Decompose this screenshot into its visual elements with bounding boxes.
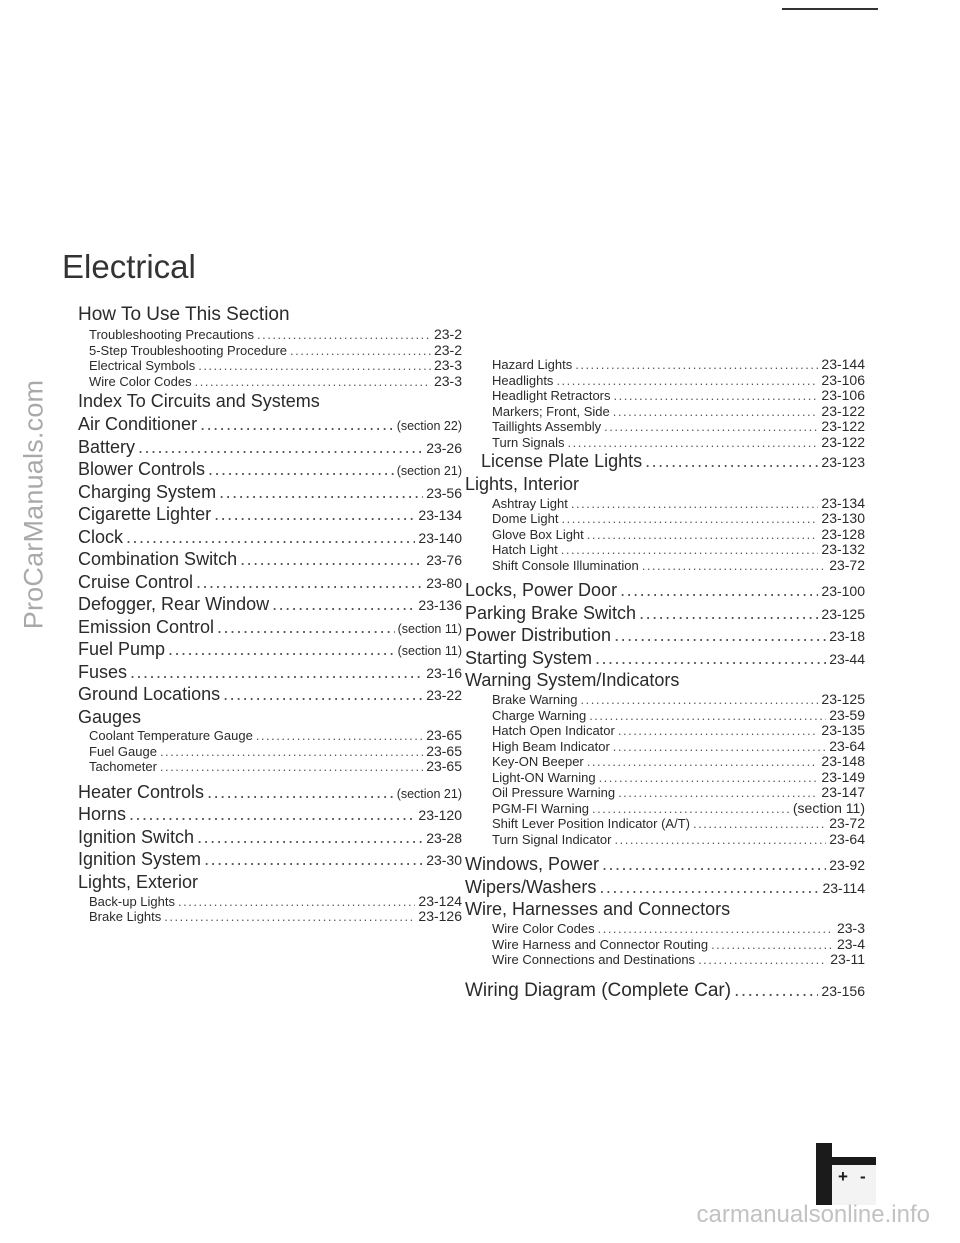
toc-entry[interactable] [465, 435, 865, 451]
toc-entry[interactable] [62, 358, 462, 374]
toc-entry[interactable] [62, 548, 462, 571]
toc-entry-label: Markers; Front, Side [492, 403, 610, 419]
toc-list-wire [465, 921, 865, 968]
toc-entry-page: 23-122 [821, 418, 865, 434]
toc-entry-label: Shift Console Illumination [492, 557, 639, 573]
toc-list-lights-exterior [62, 894, 462, 925]
toc-entry-label: Ground Locations [78, 684, 221, 704]
toc-leader-dots [126, 526, 415, 549]
toc-entry-label: Clock [78, 526, 124, 547]
toc-entry-page: 23-4 [836, 935, 865, 952]
toc-leader-dots [693, 816, 826, 832]
toc-entry-page: 23-80 [426, 574, 462, 591]
toc-entry[interactable] [62, 593, 462, 616]
toc-entry-label: Blower Controls [78, 459, 206, 479]
toc-leader-dots [164, 909, 415, 925]
toc-entry[interactable] [62, 526, 462, 549]
toc-entry-label: Electrical Symbols [89, 358, 196, 373]
toc-entry-label: Wire Connections and Destinations [492, 952, 696, 967]
toc-entry[interactable]: Wiring Diagram (Complete Car) ..... 23-156 [465, 977, 865, 1005]
toc-entry-label: Hatch Light [492, 542, 558, 557]
toc-entry[interactable] [465, 921, 865, 937]
toc-entry-label: Fuel Gauge [89, 743, 157, 759]
toc-list-main [465, 579, 865, 669]
toc-leader-dots [614, 624, 826, 647]
toc-entry[interactable]: License Plate Lights ..... 23-123 [465, 450, 865, 473]
toc-list-lights-interior [465, 496, 865, 574]
toc-entry[interactable] [62, 374, 462, 390]
toc-entry[interactable] [62, 638, 462, 661]
toc-entry-page: 23-125 [821, 691, 865, 707]
toc-leader-dots [614, 832, 826, 848]
toc-entry-label: Battery [78, 436, 136, 457]
toc-heading-lights-exterior: Lights, Exterior [78, 871, 199, 892]
toc-leader-dots [178, 894, 415, 910]
toc-entry-page: 23-3 [836, 920, 865, 936]
toc-entry[interactable] [62, 327, 462, 343]
toc-entry-label: Power Distribution [465, 625, 612, 645]
toc-list-gauges [62, 728, 462, 775]
toc-leader-dots [200, 413, 394, 436]
toc-leader-dots [592, 801, 790, 817]
toc-heading-gauges: Gauges [78, 706, 142, 727]
toc-entry-page: (section 11) [397, 621, 462, 636]
toc-entry-page: 23-65 [426, 742, 462, 759]
toc-entry[interactable] [62, 503, 462, 526]
toc-leader-dots [219, 481, 423, 504]
toc-entry-page: 23-2 [433, 326, 462, 342]
toc-entry[interactable] [465, 937, 865, 953]
toc-entry[interactable] [62, 826, 462, 849]
toc-heading-wire: Wire, Harnesses and Connectors [465, 899, 731, 919]
toc-entry-label: Ignition System [78, 849, 202, 869]
toc-entry[interactable] [465, 527, 865, 543]
toc-entry-page: (section 22) [396, 419, 462, 433]
toc-entry-page: 23-22 [426, 687, 462, 703]
toc-entry-page: 23-65 [426, 727, 462, 743]
toc-entry-label: Parking Brake Switch [465, 602, 637, 623]
toc-entry-label: Shift Lever Position Indicator (A/T) [492, 816, 690, 831]
toc-entry-page: 23-3 [433, 372, 462, 389]
toc-leader-dots [587, 527, 819, 543]
toc-entry[interactable] [62, 781, 462, 804]
toc-entry[interactable] [465, 723, 865, 739]
toc-entry-page: 23-149 [821, 768, 865, 785]
toc-entry-page: 23-126 [418, 908, 462, 924]
toc-entry[interactable] [62, 343, 462, 359]
toc-entry-page: (section 11) [397, 644, 462, 658]
toc-entry[interactable] [62, 458, 462, 481]
toc-entry[interactable] [465, 785, 865, 801]
toc-leader-dots [168, 638, 395, 661]
toc-list-main-2 [465, 853, 865, 898]
toc-entry[interactable] [465, 511, 865, 527]
toc-leader-dots [698, 952, 827, 968]
bottom-watermark: carmanualsonline.info [696, 1201, 930, 1228]
toc-entry[interactable] [465, 357, 865, 373]
toc-entry-page: 23-30 [426, 852, 462, 868]
toc-leader-dots [614, 388, 819, 404]
toc-list-lights-exterior-cont [465, 357, 865, 450]
toc-leader-dots [581, 692, 819, 708]
toc-entry-label: Cigarette Lighter [78, 504, 212, 524]
toc-leader-dots [618, 785, 818, 801]
toc-entry-label: Ignition Switch [78, 826, 195, 847]
toc-heading-lights-interior: Lights, Interior [465, 473, 580, 494]
toc-leader-dots [129, 803, 415, 826]
toc-heading-how-to: How To Use This Section [78, 304, 290, 325]
toc-entry-page: 23-147 [821, 784, 865, 800]
toc-entry-page: 23-120 [418, 807, 462, 823]
toc-entry-label: Combination Switch [78, 549, 238, 569]
toc-entry-page: 23-144 [821, 356, 865, 372]
toc-entry-page: (section 21) [396, 464, 462, 478]
toc-entry-label: Dome Light [492, 511, 559, 526]
toc-entry-page: 23-72 [829, 815, 865, 831]
toc-leader-dots [217, 616, 395, 639]
toc-entry-page: 23-106 [821, 371, 865, 388]
toc-entry-page: 23-18 [829, 628, 865, 644]
toc-leader-dots [204, 848, 423, 871]
toc-leader-dots [575, 357, 818, 373]
toc-entry-label: Fuses [78, 661, 128, 682]
toc-entry-page: 23-100 [821, 583, 865, 599]
toc-leader-dots [613, 739, 826, 755]
toc-entry-label: Wire Color Codes [492, 921, 595, 936]
toc-entry-page: 23-65 [426, 758, 462, 774]
toc-leader-dots [598, 921, 834, 937]
toc-leader-dots [556, 373, 818, 389]
toc-leader-dots [599, 770, 819, 786]
toc-entry[interactable] [465, 816, 865, 832]
toc-entry-label: Charging System [78, 481, 217, 502]
toc-entry-label: Ashtray Light [492, 495, 568, 511]
toc-entry-label: Light-ON Warning [492, 769, 596, 785]
toc-entry-label: Heater Controls [78, 781, 205, 802]
toc-entry[interactable] [62, 803, 462, 826]
toc-leader-dots [587, 754, 819, 770]
toc-entry[interactable] [62, 436, 462, 459]
toc-entry[interactable] [62, 759, 462, 775]
toc-leader-dots [195, 374, 431, 390]
toc-entry-page: 23-28 [426, 829, 462, 846]
toc-entry-label: Turn Signals [492, 434, 565, 450]
toc-entry-page: 23-135 [821, 722, 865, 738]
toc-entry[interactable] [62, 571, 462, 594]
toc-leader-dots [618, 723, 819, 739]
toc-entry-label: Charge Warning [492, 707, 587, 723]
toc-leader-dots [272, 593, 415, 616]
toc-entry-label: Brake Lights [89, 909, 162, 924]
toc-entry[interactable] [62, 744, 462, 760]
toc-entry-label: Brake Warning [492, 692, 578, 707]
toc-heading-warning: Warning System/Indicators [465, 670, 680, 690]
toc-leader-dots [595, 647, 826, 670]
toc-entry-label: 5-Step Troubleshooting Procedure [89, 342, 288, 358]
toc-entry-page: 23-76 [426, 552, 462, 568]
toc-entry-label: High Beam Indicator [492, 738, 610, 754]
toc-entry-page: 23-134 [821, 494, 865, 511]
toc-entry-label: Wipers/Washers [465, 876, 597, 897]
toc-entry[interactable] [465, 754, 865, 770]
toc-entry-label: Air Conditioner [78, 414, 198, 434]
toc-list-warning [465, 692, 865, 847]
toc-leader-dots [290, 343, 431, 359]
toc-leader-dots [160, 744, 423, 760]
toc-entry-label: Turn Signal Indicator [492, 831, 612, 847]
toc-entry-page: 23-106 [821, 387, 865, 403]
toc-entry[interactable] [62, 481, 462, 504]
toc-entry[interactable] [465, 388, 865, 404]
toc-entry[interactable] [465, 739, 865, 755]
toc-entry-page: 23-11 [830, 951, 865, 967]
toc-entry[interactable] [62, 683, 462, 706]
toc-entry-page: 23-132 [821, 541, 865, 557]
toc-entry-page: 23-134 [418, 507, 462, 523]
side-watermark: ProCarManuals.com [18, 379, 49, 629]
toc-entry-page: 23-125 [821, 605, 865, 622]
toc-leader-dots [208, 458, 394, 481]
toc-leader-dots [207, 781, 394, 804]
toc-entry-page: (section 21) [396, 786, 462, 801]
toc-entry-page: 23-44 [829, 650, 865, 667]
toc-entry-page: 23-128 [821, 525, 865, 542]
toc-entry[interactable] [62, 894, 462, 910]
toc-entry-page: 23-64 [829, 830, 865, 847]
toc-leader-dots [642, 558, 826, 574]
top-rule [782, 8, 878, 10]
toc-entry-page: 23-92 [829, 857, 865, 873]
toc-entry-label: Windows, Power [465, 854, 600, 874]
toc-leader-dots [589, 708, 826, 724]
toc-entry-label: Wire Harness and Connector Routing [492, 936, 709, 952]
toc-entry[interactable] [465, 832, 865, 848]
toc-leader-dots [256, 728, 423, 744]
toc-entry-label: Hazard Lights [492, 357, 573, 372]
toc-list-main [62, 413, 462, 706]
toc-entry-page: 23-3 [433, 357, 462, 373]
toc-leader-dots [198, 358, 431, 374]
toc-leader-dots [257, 327, 431, 343]
toc-entry-label: Taillights Assembly [492, 419, 602, 434]
toc-entry-page: 23-72 [829, 556, 865, 573]
toc-entry-label: Oil Pressure Warning [492, 785, 616, 800]
toc-leader-dots [613, 404, 819, 420]
toc-leader-dots [138, 436, 423, 459]
toc-entry-page: 23-59 [829, 706, 865, 723]
toc-entry-page: 23-114 [822, 879, 865, 896]
toc-leader-dots [130, 661, 423, 684]
toc-heading-index: Index To Circuits and Systems [78, 391, 320, 411]
toc-entry-label: Defogger, Rear Window [78, 594, 270, 614]
toc-entry[interactable] [465, 542, 865, 558]
toc-entry-page: (section 11) [792, 799, 865, 816]
toc-leader-dots [711, 937, 834, 953]
toc-leader-dots [214, 503, 415, 526]
toc-entry[interactable] [465, 692, 865, 708]
toc-entry[interactable] [465, 708, 865, 724]
toc-entry-label: Coolant Temperature Gauge [89, 728, 253, 743]
toc-entry-label: Back-up Lights [89, 893, 175, 909]
toc-leader-dots [561, 542, 819, 558]
toc-entry[interactable] [465, 853, 865, 876]
toc-entry-page: 23-122 [821, 402, 865, 419]
toc-entry[interactable] [465, 496, 865, 512]
toc-entry[interactable] [465, 419, 865, 435]
toc-entry-label: Headlights [492, 372, 554, 388]
toc-entry-label: Emission Control [78, 616, 215, 637]
toc-entry-label: Locks, Power Door [465, 580, 618, 600]
toc-entry-label: Horns [78, 804, 127, 824]
toc-entry-page: 23-26 [426, 439, 462, 456]
toc-list-main-2 [62, 781, 462, 871]
toc-entry[interactable] [62, 848, 462, 871]
toc-leader-dots [571, 496, 819, 512]
toc-leader-dots [604, 419, 818, 435]
toc-entry-label: Cruise Control [78, 571, 194, 592]
toc-entry[interactable] [62, 661, 462, 684]
toc-entry[interactable] [465, 801, 865, 817]
toc-leader-dots [196, 571, 423, 594]
toc-entry[interactable] [465, 373, 865, 389]
toc-entry[interactable] [465, 770, 865, 786]
toc-leader-dots [599, 876, 819, 899]
toc-entry[interactable] [465, 624, 865, 647]
toc-entry-label: Starting System [465, 647, 593, 668]
toc-leader-dots [602, 853, 826, 876]
toc-entry-page: 23-64 [829, 737, 865, 754]
toc-leader-dots [639, 602, 818, 625]
toc-entry-label: Tachometer [89, 759, 157, 774]
toc-entry-label: PGM-FI Warning [492, 800, 590, 816]
toc-entry-page: 23-148 [821, 753, 865, 769]
toc-entry-page: 23-140 [418, 529, 462, 546]
toc-leader-dots [197, 826, 423, 849]
toc-entry[interactable] [465, 952, 865, 968]
toc-leader-dots [568, 435, 819, 451]
toc-entry-label: Glove Box Light [492, 526, 584, 542]
toc-entry-label: Troubleshooting Precautions [89, 327, 255, 342]
toc-entry[interactable] [62, 728, 462, 744]
toc-leader-dots [240, 548, 423, 571]
toc-entry[interactable] [465, 602, 865, 625]
toc-entry-page: 23-56 [426, 484, 462, 501]
toc-entry[interactable] [465, 647, 865, 670]
toc-leader-dots [160, 759, 423, 775]
toc-leader-dots [223, 683, 423, 706]
toc-entry-label: Wire Color Codes [89, 373, 192, 389]
toc-entry-label: Hatch Open Indicator [492, 723, 615, 738]
toc-entry[interactable] [62, 909, 462, 925]
toc-list-how-to [62, 327, 462, 389]
toc-entry[interactable] [62, 413, 462, 436]
toc-right-column [465, 357, 865, 1005]
toc-entry-label: Headlight Retractors [492, 388, 611, 403]
toc-entry[interactable] [465, 558, 865, 574]
toc-entry-page: 23-122 [821, 433, 865, 450]
toc-entry-page: 23-130 [821, 510, 865, 526]
toc-leader-dots [620, 579, 818, 602]
toc-leader-dots [561, 511, 818, 527]
toc-entry[interactable] [62, 616, 462, 639]
battery-icon: + - [816, 1143, 876, 1205]
toc-left-column [62, 303, 462, 925]
page-title: Electrical [62, 248, 196, 285]
toc-entry-label: Fuel Pump [78, 639, 166, 659]
toc-entry-page: 23-16 [426, 664, 462, 681]
toc-entry-page: 23-136 [418, 597, 462, 613]
toc-entry[interactable] [465, 579, 865, 602]
toc-entry-page: 23-124 [418, 892, 462, 909]
toc-entry[interactable] [465, 876, 865, 899]
toc-entry[interactable] [465, 404, 865, 420]
toc-entry-label: Key-ON Beeper [492, 754, 584, 769]
toc-entry-page: 23-2 [433, 341, 462, 358]
